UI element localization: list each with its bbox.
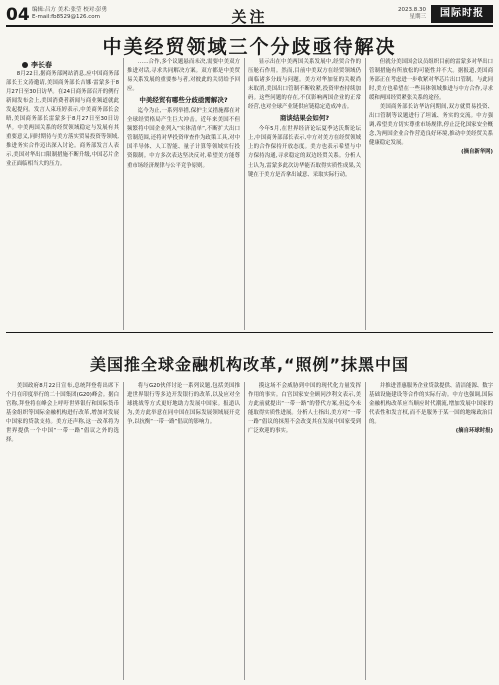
article2-col3-text: 摸这场不会威胁到中国的现代化力量发挥作用的事实。白宫国家安全顾问沙利文表示,美方此前就提出“一带一路”的替代方案,但迄今未能取得实质性进展。分析人士指出,美方对“一带一路”倡议的抹黑不会改变其在发展中国家受到广泛欢迎的事实。 — [248, 383, 361, 435]
article1-column-3 — [248, 58, 361, 326]
email-contact: E-mail:fb8529@126.com — [32, 14, 101, 20]
article1-source: (摘自新华网) — [461, 149, 493, 156]
newspaper-logo: 国际时报 — [431, 5, 493, 23]
article1-byline — [22, 60, 52, 70]
article2-column-1 — [6, 382, 119, 680]
page-number: 04 — [6, 5, 30, 25]
header-rule — [6, 25, 493, 27]
article1-col4-text: 但就分美国国会议员组织目前的雷蒙多对华出口管制措施有所放松的可能性并不大。据报道,美国商务部正在考虑进一步收紧对华芯片出口管制。与此同时,美方也希望在一些具体领域推进与中方合作,寻求缓和两国经贸紧张关系的途径。 — [369, 59, 493, 102]
article2-headline: 美国推全球金融机构改革,“照例”抹黑中国 — [89, 355, 410, 374]
article1-column-2 — [127, 58, 240, 326]
editor-credits: 编辑:吕方 美术:张莹 校对:彭勇 — [32, 7, 108, 13]
article2-col4-text: 并推进普惠服务企业贷款提供、清洁能源、数字基础设施建设等合作的实际行动。中方也强调,国际金融机构改革应当顺应时代潮流,增加发展中国家的代表性和发言权,而不是服务于某一国的地缘政治目的。 — [369, 383, 493, 426]
article1-col2-body: 迄今为止,一系列举措,保护主义措施都在对全球经贸格局产生巨大冲击。近年来美国不但频繁将中国企业列入“实体清单”,不断扩大出口管制范围,还将对华投资审查作为政策工具,对中国半导体、人工智能、量子计算等领域实行投资限制。中方多次表达坚决反对,希望美方能尊重市场经济规律与公平竞争原则。 — [127, 108, 240, 169]
article1-col1-text: 8月22日,据商务部网站消息,应中国商务部部长王文涛邀请,美国商务部长吉娜·雷蒙多于8月27日至30日访华。在24日商务部召开的例行新闻发布会上,美国消费者新闻与商业频道就此发起提问。发言人束珏婷表示,中美商务部长会晤,美国商务部长雷蒙多于8月27日至30日访华。中美两国关系的经贸领域稳定与发展有其重要意义,同时期待与美方落实贸易投资等领域,推进务实合作迈出深入讨论。商务部发言人表示,美国对华出口限制措施不断升级,中国芯片企业正面临相当大的压力。 — [6, 71, 119, 168]
article2-col2-text: 将与G20伙伴讨论一系列议题,包括美国推进世界银行等多边开发银行的改革,以及应对全球挑战等方式更好地助力发展中国家。报道认为,美方此举意在同中国在国际发展领域展开竞争,以抗衡“一带一路”倡议的影响力。 — [127, 383, 240, 426]
issue-date: 2023.8.30 — [398, 7, 426, 13]
column-divider — [244, 382, 245, 680]
column-divider — [365, 58, 366, 330]
article1-column-1 — [6, 70, 119, 326]
column-divider — [365, 382, 366, 680]
column-divider — [123, 382, 124, 680]
article1-column-4 — [369, 58, 493, 330]
issue-weekday: 星期三 — [409, 14, 426, 20]
article1-col4-body: 美国商务部长访华访问期间,双方就贸易投资、出口管制等议题进行了坦诚、务实的交流。中方强调,希望美方切实尊重市场规律,停止泛化国家安全概念,为两国企业合作营造良好环境,推动中美经贸关系健康稳定发展。 — [369, 104, 493, 147]
article1-headline: 中美经贸领域三个分歧亟待解决 — [102, 36, 397, 58]
page-header — [6, 4, 493, 34]
article1-subhead-2: 商谈结果会如何? — [279, 114, 330, 123]
section-title: 关注 — [231, 8, 268, 26]
column-divider — [123, 58, 124, 330]
article2-col1-text: 美国政府8月22日宣布,总统拜登将出席下个月在印度举行的二十国集团(G20)峰会。据白宫称,拜登将在峰会上呼吁世界银行和国际货币基金组织等国际金融机构进行改革,增加对发展中国家的贷款支持。美方还声称,这一改革将为世界提供一个中国“一带一路”倡议之外的选择。 — [6, 383, 119, 444]
article1-col2-text: ……合作,多个议题悬而未决,需要中美双方推进对话,寻求共同解决方案。双方都是中美贸易关系发展的重要参与者,对彼此的关切给予回应。 — [127, 59, 240, 93]
byline-bullet-icon — [22, 62, 28, 68]
article2-column-3 — [248, 382, 361, 680]
byline-author: 李长春 — [31, 61, 52, 69]
date-box — [376, 7, 426, 21]
article1-col3-body: 今年5月,在世界经济论坛夏季达沃斯论坛上,中国商务部部长表示,中方对美方在经贸领域上的合作保持开放态度。美方也表示希望与中方保持沟通,寻求稳定的双边经贸关系。分析人士认为,雷蒙多此次访华能否取得实质性成果,关键在于美方是否拿出诚意、采取实际行动。 — [248, 126, 361, 178]
article-separator — [6, 332, 493, 333]
article1-subhead-1: 中美经贸有哪些分歧亟需解决? — [139, 96, 228, 105]
column-divider — [244, 58, 245, 330]
article2-column-2 — [127, 382, 240, 680]
article1-col3-text: 显示出在中美两国关系发展中,经贸合作的压舱石作用。然而,目前中美双方在经贸领域仍面临诸多分歧与问题。美方对华加征的关税尚未取消,美国出口管制不断收紧,投资审查持续加码。这些问题的存在,不仅影响两国企业的正常经营,也对全球产业链供应链稳定造成冲击。 — [248, 59, 361, 111]
article2-column-4 — [369, 382, 493, 680]
article2-source: (摘自环球时报) — [455, 428, 493, 435]
